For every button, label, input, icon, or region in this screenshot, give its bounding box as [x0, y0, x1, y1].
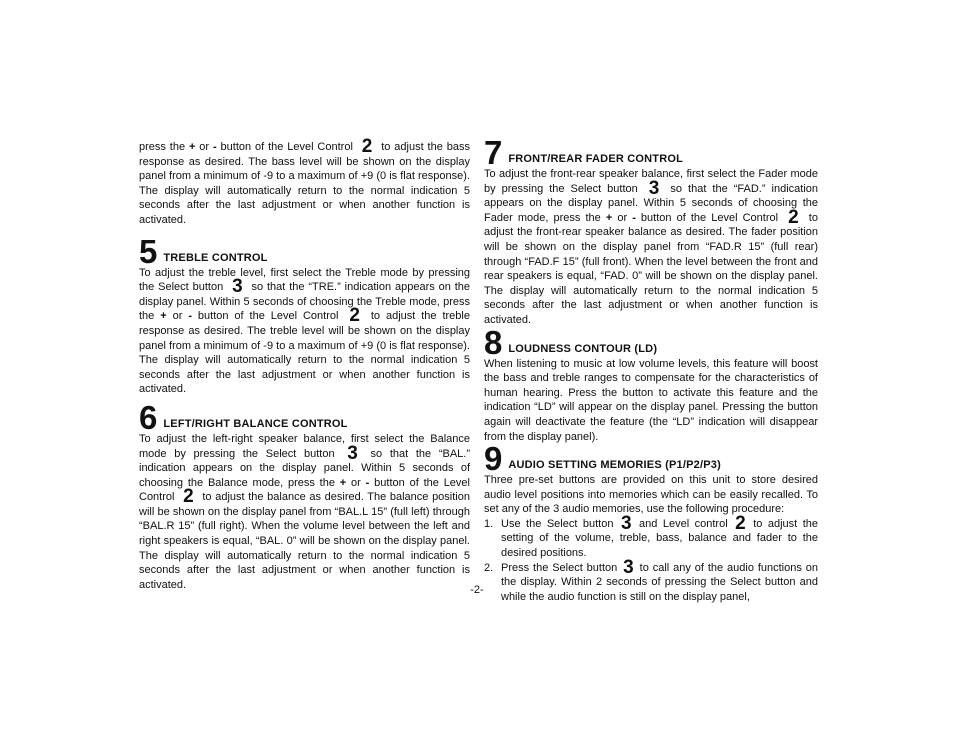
- minus-symbol: -: [632, 211, 636, 224]
- select-button-number: 3: [620, 512, 632, 534]
- treble-heading: [139, 232, 470, 270]
- select-button-number: 3: [347, 442, 358, 464]
- plus-symbol: +: [339, 476, 347, 489]
- text-run: To adjust the front-rear speaker balance, first select the Fader mode by pressing the Select button: [484, 168, 818, 195]
- minus-symbol: -: [365, 476, 370, 489]
- left-column: [139, 136, 471, 592]
- memories-intro: Three pre-set buttons are provided on this unit to store desired audio level positions into memories which can be easily recalled. To set any of the 3 audio memories, use the following procedure:: [484, 474, 818, 516]
- text-run: To adjust the left-right speaker balance, first select the Balance mode by pressing the Select button: [139, 432, 470, 460]
- text-run: button of the Level Control: [635, 211, 784, 224]
- section-title: AUDIO SETTING MEMORIES (P1/P2/P3): [508, 459, 721, 472]
- select-button-number: 3: [648, 177, 660, 199]
- section-title: LEFT/RIGHT BALANCE CONTROL: [163, 417, 348, 430]
- text-run: or: [612, 211, 633, 224]
- page-number: -2-: [470, 584, 484, 596]
- text-run: or: [346, 476, 366, 489]
- text-run: to call any of the audio functions on the display. Within 2 seconds of pressing the Select button and while the audio function is still on the display panel,: [501, 561, 818, 603]
- select-button-number: 3: [623, 556, 634, 578]
- text-run: press the: [139, 141, 189, 153]
- section-number: 6: [139, 398, 158, 436]
- text-run: so that the “TRE.” indication appears on the display panel. Within 5 seconds of choosing the Treble mode, press the: [139, 281, 470, 323]
- step-number: 1.: [484, 517, 494, 530]
- section-number: 5: [139, 232, 158, 270]
- treble-paragraph: [139, 266, 470, 397]
- memories-heading: [484, 440, 818, 478]
- level-control-number: 2: [735, 512, 746, 534]
- right-column: [484, 134, 818, 604]
- section-title: TREBLE CONTROL: [163, 251, 268, 264]
- bass-continuation-paragraph: [139, 136, 470, 228]
- text-run: Use the Select button: [501, 517, 619, 530]
- text-run: button of the Level Control: [139, 476, 470, 504]
- text-run: To adjust the treble level, first select the Treble mode by pressing the Select button: [139, 266, 470, 294]
- text-run: button of the Level Control: [191, 310, 345, 323]
- section-number: 9: [484, 440, 503, 478]
- list-item: [484, 556, 818, 605]
- text-run: Press the Select button: [501, 561, 622, 574]
- text-run: so that the “FAD.” indication appears on the display panel. Within 5 seconds of choosing the Fader mode, press the: [484, 182, 818, 224]
- loudness-paragraph: When listening to music at low volume levels, this feature will boost the bass and treble ranges to compensate for the characteristics of human hearing. Press the button to activate this feature and the indication “LD” will appear on the display panel. Pressing the button again will deactivate the feature (the “LD” indication will disappear from the display panel).: [484, 357, 818, 443]
- level-control-number: 2: [183, 486, 194, 508]
- plus-symbol: +: [605, 211, 613, 224]
- step-number: 2.: [484, 561, 494, 574]
- plus-symbol: +: [188, 141, 196, 153]
- text-run: so that the “BAL.” indication appears on the display panel. Within 5 seconds of choosing the Balance mode, press the: [139, 447, 471, 489]
- fader-heading: [484, 134, 818, 171]
- text-run: to adjust the bass response as desired. The bass level will be shown on the display panel from a minimum of -9 to a maximum of +9 (0 is flat response). The display will automatically return to the normal indication 5 seconds after the last adjustment or when another function is activated.: [139, 141, 470, 226]
- fader-paragraph: [484, 167, 818, 328]
- text-run: to adjust the setting of the volume, treble, bass, balance and fader to the desired positions.: [501, 517, 818, 560]
- text-run: and Level control: [633, 517, 734, 530]
- text-run: button of the Level Control: [216, 141, 357, 153]
- list-item: [484, 512, 818, 561]
- level-control-number: 2: [788, 206, 799, 228]
- minus-symbol: -: [188, 310, 192, 323]
- balance-heading: [139, 398, 470, 436]
- text-run: to adjust the treble response as desired. The treble level will be shown on the display panel from a minimum of -9 to a maximum of +9 (0 is flat response). The display will automatically return to the normal indication 5 seconds after the last adjustment or when another function is activated.: [139, 310, 470, 396]
- section-title: LOUDNESS CONTOUR (LD): [508, 342, 658, 355]
- text-run: to adjust the balance as desired. The balance position will be shown on the display panel from “BAL.L 15” (full left) through “BAL.R 15” (full right). When the volume level between the left and right speakers is equal, “BAL. 0” will be shown on the display panel. The display will automatically return to the normal indication 5 seconds after the last adjustment or when another function is activated.: [139, 491, 470, 591]
- text-run: or: [195, 141, 213, 153]
- level-control-number: 2: [361, 136, 373, 157]
- plus-symbol: +: [160, 310, 167, 323]
- balance-paragraph: [139, 432, 470, 593]
- text-run: or: [166, 310, 189, 323]
- minus-symbol: -: [212, 141, 217, 153]
- select-button-number: 3: [232, 276, 243, 298]
- section-title: FRONT/REAR FADER CONTROL: [508, 153, 684, 165]
- section-number: 8: [484, 323, 503, 361]
- level-control-number: 2: [349, 305, 360, 327]
- text-run: to adjust the front-rear speaker balance as desired. The fader position will be shown on the display panel from “FAD.R 15” (full rear) through “FAD.F 15” (full front). When the level between the front and rear speakers is equal, “FAD. 0” will be shown on the display panel. The display will automatically return to the normal indication 5 seconds after the last adjustment or when another function is activated.: [484, 211, 818, 326]
- loudness-heading: [484, 323, 818, 361]
- section-number: 7: [484, 134, 503, 171]
